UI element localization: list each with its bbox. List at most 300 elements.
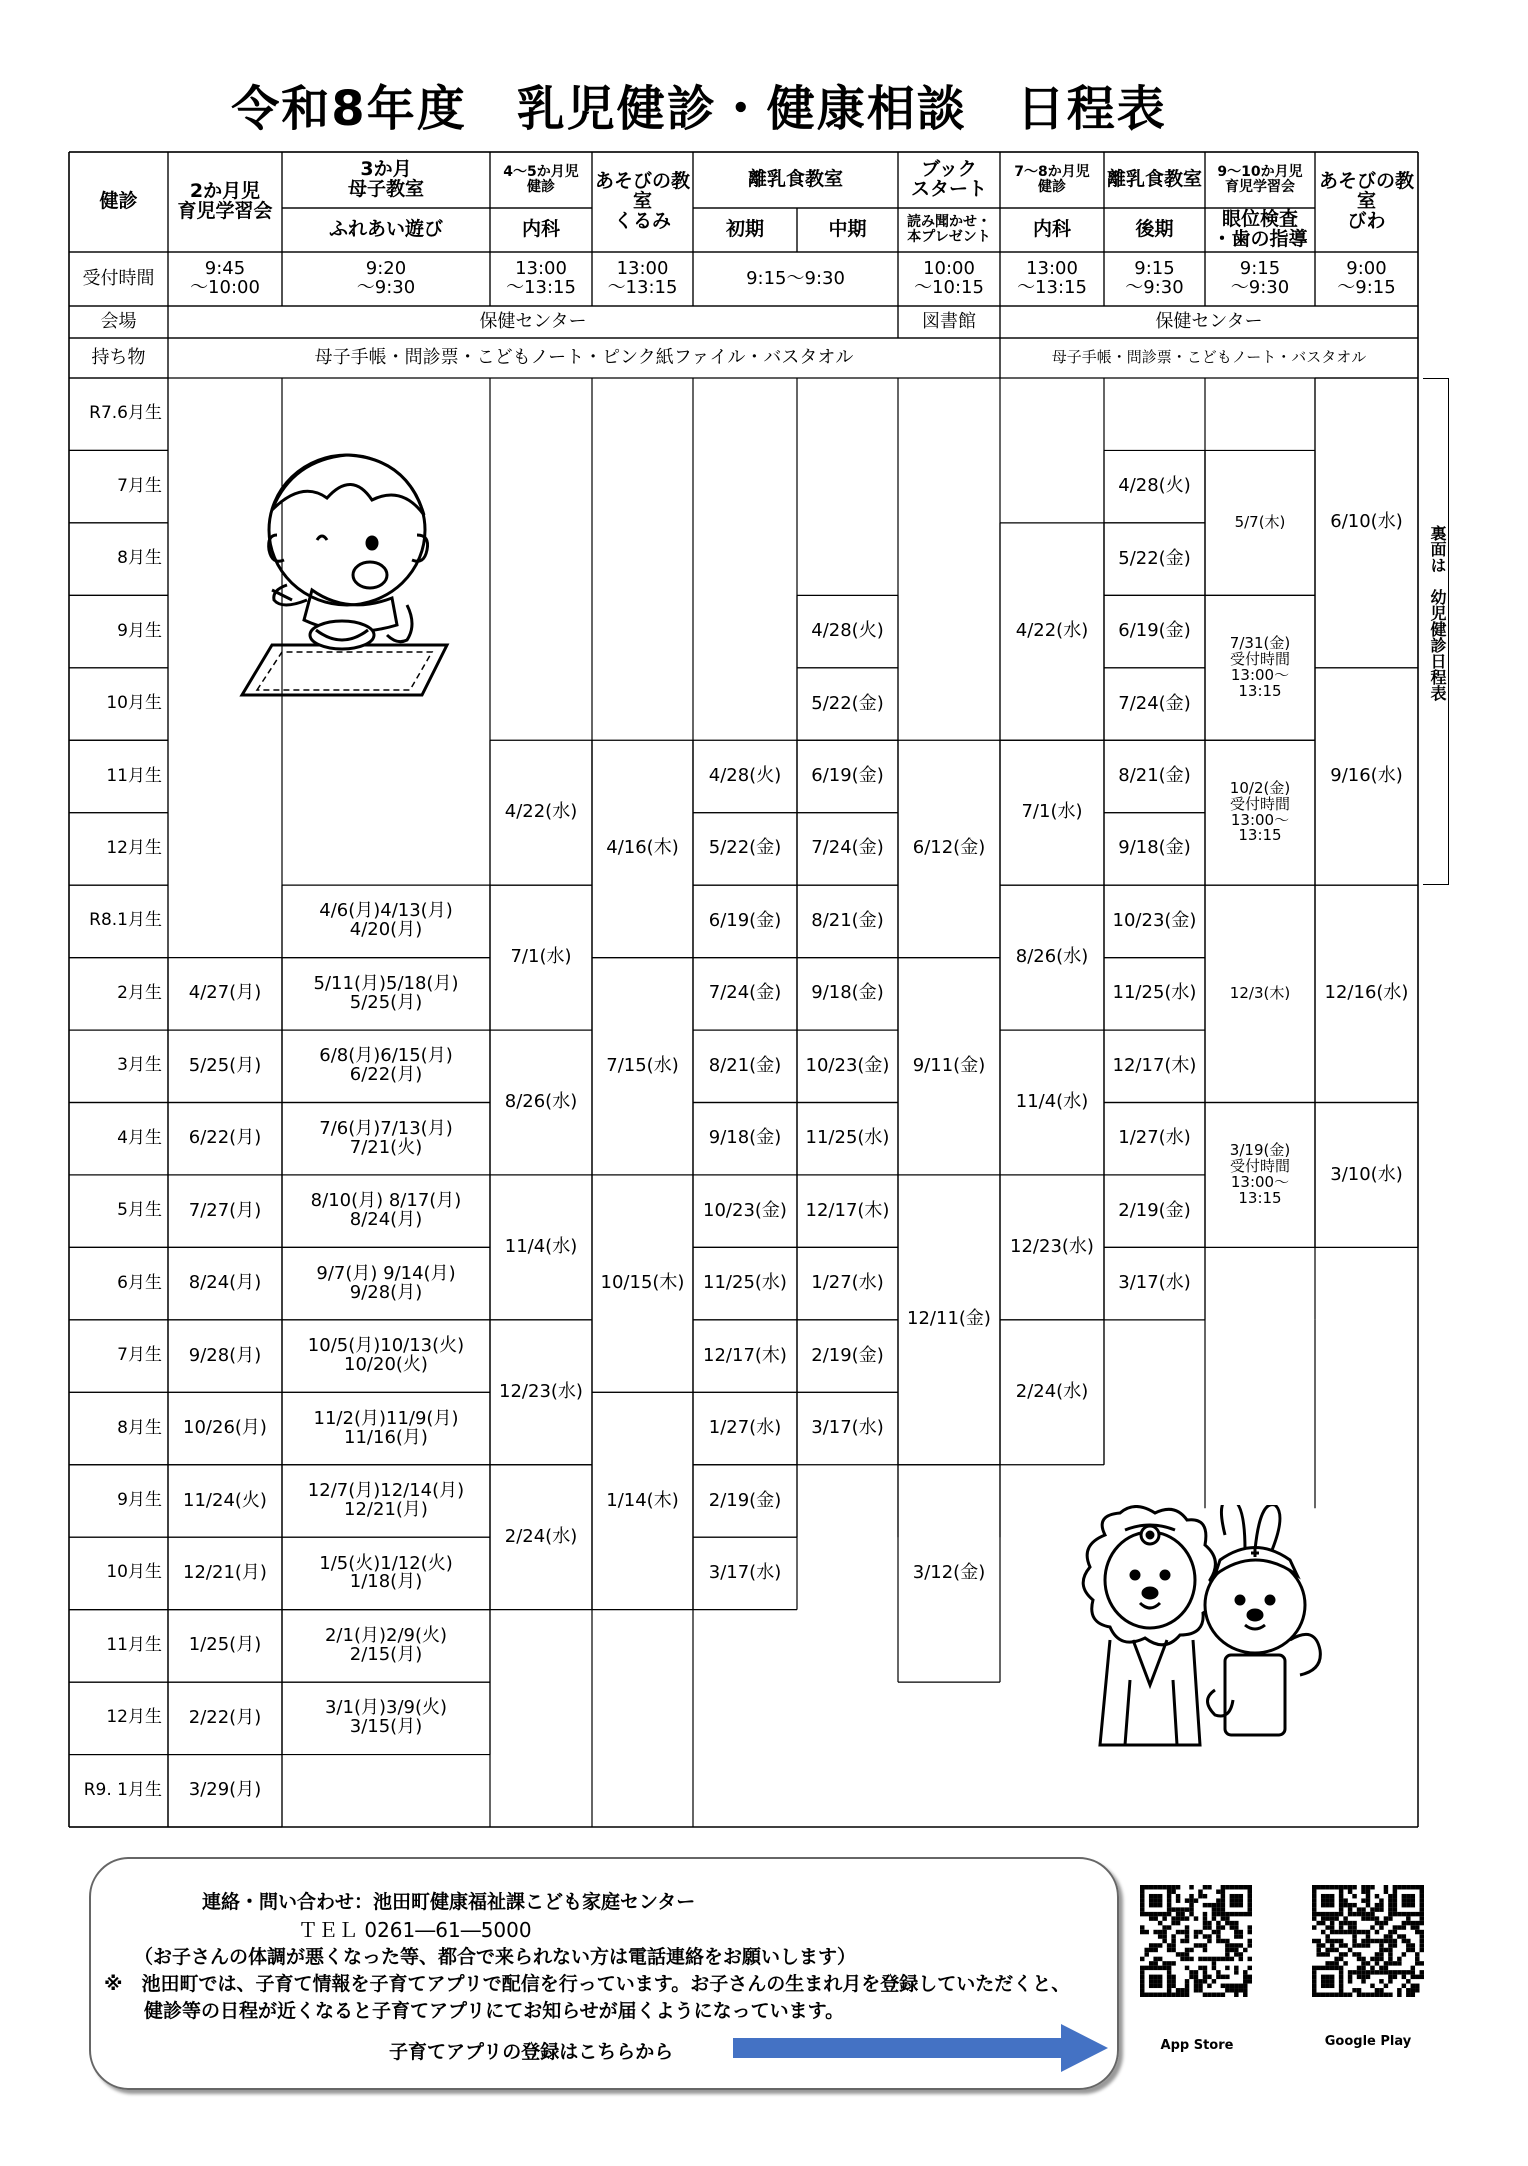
qr-module — [1167, 1993, 1171, 1997]
qr-module — [1162, 1930, 1166, 1934]
qr-module — [1316, 1993, 1320, 1997]
qr-module — [1239, 1952, 1243, 1956]
qr-module — [1198, 1984, 1202, 1988]
qr-module — [1321, 1894, 1325, 1898]
qr-module — [1185, 1948, 1189, 1952]
qr-module — [1339, 1903, 1343, 1907]
qr-module — [1316, 1885, 1320, 1889]
qr-module — [1379, 1988, 1383, 1992]
qr-module — [1411, 1948, 1415, 1952]
qr-module — [1185, 1957, 1189, 1961]
qr-module — [1348, 1885, 1352, 1889]
qr-module — [1379, 1907, 1383, 1911]
col3-cell: 8/26(水) — [504, 1091, 578, 1113]
header-col1: 2か月児 育児学習会 — [177, 180, 273, 222]
qr-module — [1149, 1984, 1153, 1988]
qr-module — [1393, 1894, 1397, 1898]
qr-module — [1402, 1952, 1406, 1956]
qr-module — [1411, 1894, 1415, 1898]
qr-module — [1140, 1975, 1144, 1979]
qr-module — [1216, 1889, 1220, 1893]
qr-module — [1171, 1907, 1175, 1911]
qr-module — [1203, 1925, 1207, 1929]
qr-module — [1248, 1885, 1252, 1889]
qr-module — [1339, 1943, 1343, 1947]
venue-label: 会場 — [100, 310, 137, 332]
qr-module — [1343, 1993, 1347, 1997]
qr-module — [1334, 1961, 1338, 1965]
qr-module — [1216, 1907, 1220, 1911]
qr-module — [1411, 1925, 1415, 1929]
time-cell: 9:00 ～9:15 — [1337, 258, 1396, 298]
qr-module — [1185, 1988, 1189, 1992]
qr-module — [1158, 1903, 1162, 1907]
col8-cell: 2/24(水) — [1015, 1380, 1089, 1402]
col9-cell: 7/24(金) — [1118, 692, 1191, 714]
qr-module — [1167, 1885, 1171, 1889]
qr-module — [1366, 1961, 1370, 1965]
qr-module — [1316, 1939, 1320, 1943]
col7-cell: 3/12(金) — [912, 1561, 986, 1583]
qr-module — [1243, 1885, 1247, 1889]
qr-module — [1339, 1930, 1343, 1934]
qr-module — [1189, 1898, 1193, 1902]
qr-module — [1221, 1885, 1225, 1889]
qr-module — [1420, 1948, 1424, 1952]
qr-module — [1140, 1912, 1144, 1916]
qr-module — [1325, 1939, 1329, 1943]
qr-module — [1375, 1957, 1379, 1961]
qr-module — [1149, 1894, 1153, 1898]
qr-module — [1352, 1952, 1356, 1956]
qr-module — [1176, 1916, 1180, 1920]
qr-module — [1352, 1921, 1356, 1925]
col2-cell: 3/1(月)3/9(火) 3/15(月) — [324, 1697, 448, 1738]
qr-module — [1330, 1961, 1334, 1965]
qr-module — [1366, 1939, 1370, 1943]
qr-module — [1420, 1930, 1424, 1934]
qr-module — [1221, 1907, 1225, 1911]
qr-module — [1406, 1903, 1410, 1907]
qr-module — [1167, 1925, 1171, 1929]
qr-module — [1140, 1966, 1144, 1970]
qr-module — [1312, 1903, 1316, 1907]
qr-module — [1153, 1961, 1157, 1965]
qr-module — [1388, 1952, 1392, 1956]
qr-module — [1230, 1988, 1234, 1992]
qr-module — [1140, 1898, 1144, 1902]
qr-module — [1158, 1930, 1162, 1934]
qr-module — [1334, 1885, 1338, 1889]
qr-module — [1180, 1912, 1184, 1916]
qr-module — [1397, 1970, 1401, 1974]
qr-module — [1388, 1912, 1392, 1916]
google-play-qr-icon[interactable] — [1312, 1885, 1424, 1997]
qr-module — [1230, 1943, 1234, 1947]
qr-module — [1379, 1952, 1383, 1956]
qr-module — [1361, 1930, 1365, 1934]
col6-cell: 11/25(水) — [805, 1127, 890, 1149]
qr-module — [1312, 1889, 1316, 1893]
qr-module — [1234, 1948, 1238, 1952]
qr-module — [1397, 1934, 1401, 1938]
qr-module — [1352, 1925, 1356, 1929]
col9-cell: 9/18(金) — [1118, 837, 1191, 859]
qr-module — [1203, 1921, 1207, 1925]
qr-module — [1406, 1988, 1410, 1992]
qr-module — [1352, 1934, 1356, 1938]
qr-module — [1334, 1912, 1338, 1916]
qr-module — [1212, 1907, 1216, 1911]
qr-module — [1348, 1925, 1352, 1929]
header-col5-sub: 初期 — [725, 218, 764, 241]
qr-module — [1198, 1966, 1202, 1970]
qr-module — [1348, 1979, 1352, 1983]
qr-module — [1370, 1984, 1374, 1988]
side-note: 裏面は 幼児健診日程表 — [1428, 525, 1447, 701]
qr-module — [1325, 1979, 1329, 1983]
qr-module — [1379, 1970, 1383, 1974]
time-cell: 9:15 ～9:30 — [1125, 258, 1184, 298]
qr-module — [1357, 1970, 1361, 1974]
qr-module — [1185, 1907, 1189, 1911]
qr-module — [1225, 1948, 1229, 1952]
qr-module — [1230, 1894, 1234, 1898]
header-col7: ブック スタート — [910, 158, 987, 200]
qr-module — [1330, 1943, 1334, 1947]
qr-module — [1207, 1939, 1211, 1943]
qr-module — [1339, 1952, 1343, 1956]
qr-module — [1171, 1921, 1175, 1925]
qr-module — [1375, 1903, 1379, 1907]
qr-module — [1343, 1961, 1347, 1965]
qr-module — [1171, 1943, 1175, 1947]
items-right: 母子手帳・問診票・こどもノート・バスタオル — [1051, 348, 1367, 367]
row-label: 12月生 — [106, 837, 162, 858]
qr-module — [1361, 1979, 1365, 1983]
qr-module — [1420, 1921, 1424, 1925]
qr-module — [1203, 1943, 1207, 1947]
qr-module — [1330, 1966, 1334, 1970]
col10-cell: 12/3(木) — [1229, 983, 1291, 1002]
qr-module — [1149, 1948, 1153, 1952]
qr-module — [1234, 1970, 1238, 1974]
qr-module — [1375, 1988, 1379, 1992]
qr-module — [1239, 1898, 1243, 1902]
qr-module — [1375, 1916, 1379, 1920]
qr-module — [1248, 1966, 1252, 1970]
qr-module — [1325, 1898, 1329, 1902]
row-label: R9. 1月生 — [83, 1779, 162, 1800]
qr-module — [1162, 1966, 1166, 1970]
qr-module — [1321, 1885, 1325, 1889]
qr-module — [1420, 1934, 1424, 1938]
qr-module — [1361, 1939, 1365, 1943]
qr-module — [1171, 1939, 1175, 1943]
qr-module — [1248, 1903, 1252, 1907]
col10-cell: 5/7(木) — [1234, 513, 1286, 531]
qr-module — [1144, 1885, 1148, 1889]
col1-cell: 3/29(月) — [188, 1779, 262, 1801]
col1-cell: 11/24(火) — [183, 1489, 267, 1511]
qr-module — [1325, 1885, 1329, 1889]
qr-module — [1167, 1970, 1171, 1974]
venue-health-center: 保健センター — [479, 310, 587, 332]
qr-module — [1216, 1970, 1220, 1974]
qr-module — [1185, 1898, 1189, 1902]
qr-module — [1366, 1898, 1370, 1902]
qr-module — [1234, 1930, 1238, 1934]
col4-cell: 10/15(木) — [600, 1272, 685, 1294]
qr-module — [1411, 1885, 1415, 1889]
qr-module — [1158, 1894, 1162, 1898]
qr-module — [1393, 1889, 1397, 1893]
col1-cell: 10/26(月) — [183, 1417, 267, 1439]
qr-module — [1339, 1925, 1343, 1929]
qr-module — [1348, 1912, 1352, 1916]
qr-module — [1221, 1993, 1225, 1997]
qr-module — [1357, 1943, 1361, 1947]
qr-module — [1339, 1993, 1343, 1997]
qr-module — [1406, 1943, 1410, 1947]
qr-module — [1203, 1894, 1207, 1898]
qr-module — [1361, 1885, 1365, 1889]
qr-module — [1216, 1898, 1220, 1902]
qr-module — [1343, 1903, 1347, 1907]
col7-cell: 6/12(金) — [912, 837, 986, 859]
qr-module — [1158, 1966, 1162, 1970]
qr-module — [1162, 1916, 1166, 1920]
qr-module — [1234, 1934, 1238, 1938]
qr-module — [1420, 1943, 1424, 1947]
qr-module — [1312, 1970, 1316, 1974]
qr-module — [1402, 1939, 1406, 1943]
col5-cell: 12/17(木) — [703, 1344, 787, 1366]
qr-module — [1207, 1984, 1211, 1988]
qr-module — [1189, 1885, 1193, 1889]
qr-module — [1352, 1894, 1356, 1898]
col9-cell: 4/28(火) — [1118, 475, 1191, 497]
qr-module — [1361, 1898, 1365, 1902]
qr-module — [1158, 1912, 1162, 1916]
qr-module — [1234, 1988, 1238, 1992]
qr-module — [1370, 1925, 1374, 1929]
col1-cell: 8/24(月) — [188, 1272, 262, 1294]
qr-module — [1207, 1975, 1211, 1979]
qr-module — [1185, 1934, 1189, 1938]
row-label: R7.6月生 — [89, 403, 162, 424]
qr-module — [1180, 1952, 1184, 1956]
qr-module — [1388, 1975, 1392, 1979]
qr-module — [1361, 1907, 1365, 1911]
qr-module — [1402, 1898, 1406, 1902]
qr-module — [1158, 1993, 1162, 1997]
qr-module — [1357, 1975, 1361, 1979]
qr-module — [1194, 1975, 1198, 1979]
qr-module — [1415, 1952, 1419, 1956]
qr-module — [1230, 1912, 1234, 1916]
qr-module — [1388, 1930, 1392, 1934]
qr-module — [1321, 1979, 1325, 1983]
qr-module — [1239, 1988, 1243, 1992]
qr-module — [1167, 1979, 1171, 1983]
qr-module — [1361, 1975, 1365, 1979]
qr-module — [1153, 1975, 1157, 1979]
qr-module — [1388, 1970, 1392, 1974]
qr-module — [1361, 1943, 1365, 1947]
qr-module — [1158, 1885, 1162, 1889]
qr-module — [1406, 1993, 1410, 1997]
qr-module — [1212, 1993, 1216, 1997]
qr-module — [1384, 1889, 1388, 1893]
qr-module — [1162, 1925, 1166, 1929]
qr-module — [1325, 1993, 1329, 1997]
app-store-qr-icon[interactable] — [1140, 1885, 1252, 1997]
qr-module — [1212, 1916, 1216, 1920]
qr-module — [1393, 1885, 1397, 1889]
qr-module — [1198, 1943, 1202, 1947]
qr-module — [1357, 1957, 1361, 1961]
qr-module — [1212, 1912, 1216, 1916]
qr-module — [1379, 1948, 1383, 1952]
col9-cell: 3/17(水) — [1118, 1272, 1191, 1294]
col9-cell: 1/27(水) — [1118, 1127, 1191, 1149]
qr-module — [1357, 1952, 1361, 1956]
qr-module — [1230, 1957, 1234, 1961]
header-col4: あそびの教 室 くるみ — [594, 170, 690, 232]
col3-cell: 7/1(水) — [510, 946, 572, 968]
time-cell: 13:00 ～13:15 — [506, 258, 576, 298]
qr-module — [1375, 1894, 1379, 1898]
qr-module — [1402, 1934, 1406, 1938]
qr-module — [1234, 1921, 1238, 1925]
col1-cell: 9/28(月) — [188, 1344, 262, 1366]
qr-module — [1176, 1885, 1180, 1889]
header-col9-sub: 後期 — [1135, 218, 1174, 241]
row-label: 6月生 — [117, 1272, 162, 1293]
qr-module — [1312, 1898, 1316, 1902]
row-label: 2月生 — [117, 982, 162, 1003]
qr-module — [1221, 1975, 1225, 1979]
qr-module — [1330, 1898, 1334, 1902]
qr-module — [1370, 1966, 1374, 1970]
qr-module — [1176, 1894, 1180, 1898]
qr-module — [1379, 1993, 1383, 1997]
google-play-label: Google Play — [1324, 2034, 1412, 2049]
qr-module — [1415, 1912, 1419, 1916]
qr-module — [1321, 1943, 1325, 1947]
qr-module — [1411, 1943, 1415, 1947]
qr-module — [1234, 1885, 1238, 1889]
qr-module — [1149, 1961, 1153, 1965]
col11-cell: 9/16(水) — [1330, 765, 1403, 787]
qr-module — [1357, 1907, 1361, 1911]
qr-module — [1384, 1993, 1388, 1997]
qr-module — [1243, 1993, 1247, 1997]
qr-module — [1330, 1912, 1334, 1916]
qr-module — [1239, 1934, 1243, 1938]
qr-module — [1339, 1907, 1343, 1911]
qr-module — [1361, 1966, 1365, 1970]
col5-cell: 9/18(金) — [708, 1127, 782, 1149]
qr-module — [1343, 1885, 1347, 1889]
qr-module — [1339, 1889, 1343, 1893]
qr-module — [1180, 1988, 1184, 1992]
row-label: 11月生 — [106, 1634, 162, 1655]
qr-module — [1366, 1885, 1370, 1889]
qr-module — [1248, 1939, 1252, 1943]
qr-module — [1388, 1979, 1392, 1983]
qr-module — [1384, 1948, 1388, 1952]
qr-module — [1221, 1898, 1225, 1902]
col2-cell: 7/6(月)7/13(月) 7/21(火) — [319, 1117, 453, 1158]
qr-module — [1176, 1912, 1180, 1916]
app-info-line-2: 健診等の日程が近くなると子育てアプリにてお知らせが届くようになっています。 — [144, 2000, 845, 2022]
col6-cell: 5/22(金) — [811, 692, 884, 714]
qr-module — [1243, 1970, 1247, 1974]
col2-cell: 9/7(月) 9/14(月) 9/28(月) — [316, 1262, 456, 1303]
col1-cell: 12/21(月) — [183, 1561, 267, 1583]
header-col7-sub: 読み聞かせ・ 本プレゼント — [907, 214, 991, 245]
qr-module — [1185, 1925, 1189, 1929]
qr-module — [1397, 1993, 1401, 1997]
row-label: 3月生 — [117, 1055, 162, 1076]
qr-module — [1248, 1975, 1252, 1979]
venue-library: 図書館 — [922, 310, 976, 332]
qr-module — [1140, 1993, 1144, 1997]
qr-module — [1243, 1988, 1247, 1992]
col2-cell: 4/6(月)4/13(月) 4/20(月) — [319, 900, 453, 941]
col9-cell: 8/21(金) — [1118, 765, 1191, 787]
qr-module — [1316, 1952, 1320, 1956]
qr-module — [1144, 1948, 1148, 1952]
qr-module — [1370, 1939, 1374, 1943]
time-cell: 13:00 ～13:15 — [1017, 258, 1087, 298]
col8-cell: 12/23(水) — [1010, 1235, 1094, 1257]
col9-cell: 2/19(金) — [1118, 1199, 1191, 1221]
col5-cell: 1/27(水) — [708, 1417, 782, 1439]
qr-module — [1366, 1993, 1370, 1997]
row-label: 10月生 — [106, 1562, 162, 1583]
qr-module — [1230, 1925, 1234, 1929]
qr-module — [1361, 1993, 1365, 1997]
col11-cell: 3/10(水) — [1330, 1163, 1403, 1185]
col6-cell: 7/24(金) — [811, 837, 884, 859]
qr-module — [1325, 1952, 1329, 1956]
qr-module — [1162, 1993, 1166, 1997]
qr-module — [1243, 1979, 1247, 1983]
contact-line: 連絡・問い合わせ：池田町健康福祉課こども家庭センター — [202, 1891, 696, 1913]
col6-cell: 2/19(金) — [811, 1344, 884, 1366]
qr-module — [1361, 1961, 1365, 1965]
qr-module — [1406, 1916, 1410, 1920]
qr-module — [1375, 1939, 1379, 1943]
qr-module — [1212, 1979, 1216, 1983]
qr-module — [1321, 1916, 1325, 1920]
qr-module — [1189, 1912, 1193, 1916]
phone-number[interactable]: ＴＥＬ 0261―61―5000 — [298, 1918, 532, 1942]
qr-module — [1194, 1979, 1198, 1983]
qr-module — [1312, 1975, 1316, 1979]
qr-module — [1203, 1903, 1207, 1907]
qr-module — [1144, 1952, 1148, 1956]
qr-module — [1325, 1961, 1329, 1965]
qr-module — [1167, 1889, 1171, 1893]
qr-module — [1420, 1916, 1424, 1920]
qr-module — [1384, 1885, 1388, 1889]
qr-module — [1185, 1916, 1189, 1920]
qr-module — [1343, 1930, 1347, 1934]
